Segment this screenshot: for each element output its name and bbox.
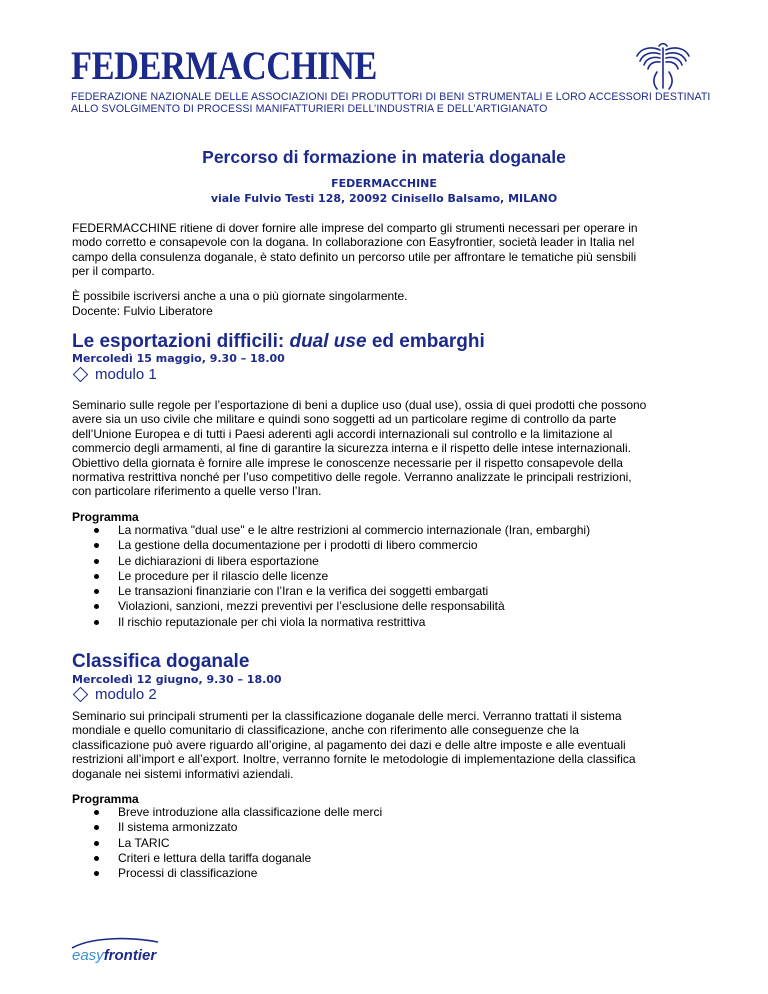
- easyfrontier-logo: [70, 936, 162, 970]
- section-title-export: [72, 331, 485, 353]
- section-title-part: ed embarghi: [366, 331, 485, 352]
- list-item: Le procedure per il rilascio delle licenze: [72, 569, 692, 584]
- program-list: [72, 523, 692, 630]
- module-label: [72, 686, 157, 703]
- confindustria-eagle-icon: [627, 42, 699, 92]
- list-item: Violazioni, sanzioni, mezzi preventivi per l’esclusione delle responsabilità: [72, 599, 692, 614]
- module-text: modulo 2: [95, 686, 157, 703]
- text-line: campo della consulenza doganale, è stato definito un percorso utile per affrontare le tematiche più sensbili: [72, 249, 637, 264]
- text-line: normativa restrittiva nonché per l’uso competitivo delle regole. Verranno analizzate le principali restrizioni,: [72, 470, 632, 485]
- section-title-classification: Classifica doganale: [72, 651, 250, 672]
- venue-address: viale Fulvio Testi 128, 20092 Cinisello Balsamo, MILANO: [210, 192, 558, 205]
- teacher-note: Docente: Fulvio Liberatore: [72, 304, 213, 318]
- federation-subtitle: [71, 91, 711, 115]
- text-line: mondiale e quello comunitario di classificazione, anche con riferimento alle conseguenze che la: [72, 723, 579, 738]
- text-line: dell’Unione Europea e di tutti i Paesi aderenti agli accordi internazionali sul controllo e la limitazione al: [72, 426, 613, 441]
- list-item: Processi di classificazione: [72, 866, 692, 881]
- page-title: Percorso di formazione in materia doganale: [202, 147, 566, 167]
- registration-note: È possibile iscriversi anche a una o più giornate singolarmente.: [72, 289, 408, 303]
- session-date: Mercoledì 12 giugno, 9.30 – 18.00: [72, 673, 282, 686]
- section-description: [72, 709, 698, 781]
- list-item: Le dichiarazioni di libera esportazione: [72, 554, 692, 569]
- section-title-part: dual use: [289, 331, 367, 352]
- diamond-icon: [73, 687, 89, 703]
- diamond-icon: [73, 367, 89, 383]
- list-item: Il rischio reputazionale per chi viola la normativa restrittiva: [72, 615, 692, 630]
- session-date: Mercoledì 15 maggio, 9.30 – 18.00: [72, 352, 285, 365]
- logo-text-easy: easy: [72, 947, 104, 964]
- text-line: per il comparto.: [72, 264, 155, 279]
- subtitle-line: ALLO SVOLGIMENTO DI PROCESSI MANIFATTURIERI DELL’INDUSTRIA E DELL’ARTIGIANATO: [71, 103, 548, 115]
- logo-text: [72, 947, 156, 964]
- logo-text-frontier: frontier: [103, 947, 157, 964]
- text-line: Obiettivo della giornata è fornire alle imprese le conoscenze necessarie per il rispetto consapevole della: [72, 455, 623, 470]
- intro-paragraph: [72, 221, 698, 279]
- module-label: [72, 366, 157, 383]
- program-list: [72, 805, 692, 881]
- venue-name: FEDERMACCHINE: [331, 177, 437, 190]
- text-line: doganale nei sistemi informativi aziendali.: [72, 766, 294, 781]
- list-item: Breve introduzione alla classificazione delle merci: [72, 805, 692, 820]
- federmacchine-logo: FEDERMACCHINE: [71, 43, 377, 88]
- section-description: [72, 398, 698, 499]
- list-item: La normativa "dual use" e le altre restrizioni al commercio internazionale (Iran, embarghi): [72, 523, 692, 538]
- list-item: La gestione della documentazione per i prodotti di libero commercio: [72, 538, 692, 553]
- list-item: Le transazioni finanziarie con l’Iran e la verifica dei soggetti embargati: [72, 584, 692, 599]
- section-title-part: Le esportazioni difficili:: [72, 331, 290, 352]
- text-line: classificazione può avere riguardo all’origine, al pagamento dei dazi e delle altre imposte e alle eventuali: [72, 737, 626, 752]
- list-item: Criteri e lettura della tariffa doganale: [72, 851, 692, 866]
- list-item: Il sistema armonizzato: [72, 820, 692, 835]
- text-line: FEDERMACCHINE ritiene di dover fornire alle imprese del comparto gli strumenti necessari per operare in: [72, 221, 638, 235]
- program-label: Programma: [72, 510, 139, 524]
- subtitle-line: FEDERAZIONE NAZIONALE DELLE ASSOCIAZIONI DEI PRODUTTORI DI BENI STRUMENTALI E LORO ACCESSORI DESTINATI: [71, 91, 711, 103]
- text-line: Seminario sui principali strumenti per la classificazione doganale delle merci. Verranno trattati il sistema: [72, 709, 622, 723]
- program-label: Programma: [72, 792, 139, 806]
- text-line: modo corretto e consapevole con la dogana. In collaborazione con Easyfrontier, società leader in Italia nel: [72, 235, 635, 250]
- text-line: commercio degli armamenti, al fine di garantire la sicurezza interna e il rispetto delle intese internazionali.: [72, 441, 631, 456]
- text-line: con particolare riferimento a quelle verso l’Iran.: [72, 484, 322, 499]
- text-line: restrizioni all’import e all’export. Inoltre, verranno fornite le metodologie di implementazione della classifica: [72, 752, 636, 767]
- text-line: Seminario sulle regole per l’esportazione di beni a duplice uso (dual use), ossia di quei prodotti che possono: [72, 398, 647, 412]
- module-text: modulo 1: [95, 366, 157, 383]
- list-item: La TARIC: [72, 836, 692, 851]
- text-line: avere sia un uso civile che militare e quindi sono soggetti ad un particolare regime di controllo da parte: [72, 412, 617, 427]
